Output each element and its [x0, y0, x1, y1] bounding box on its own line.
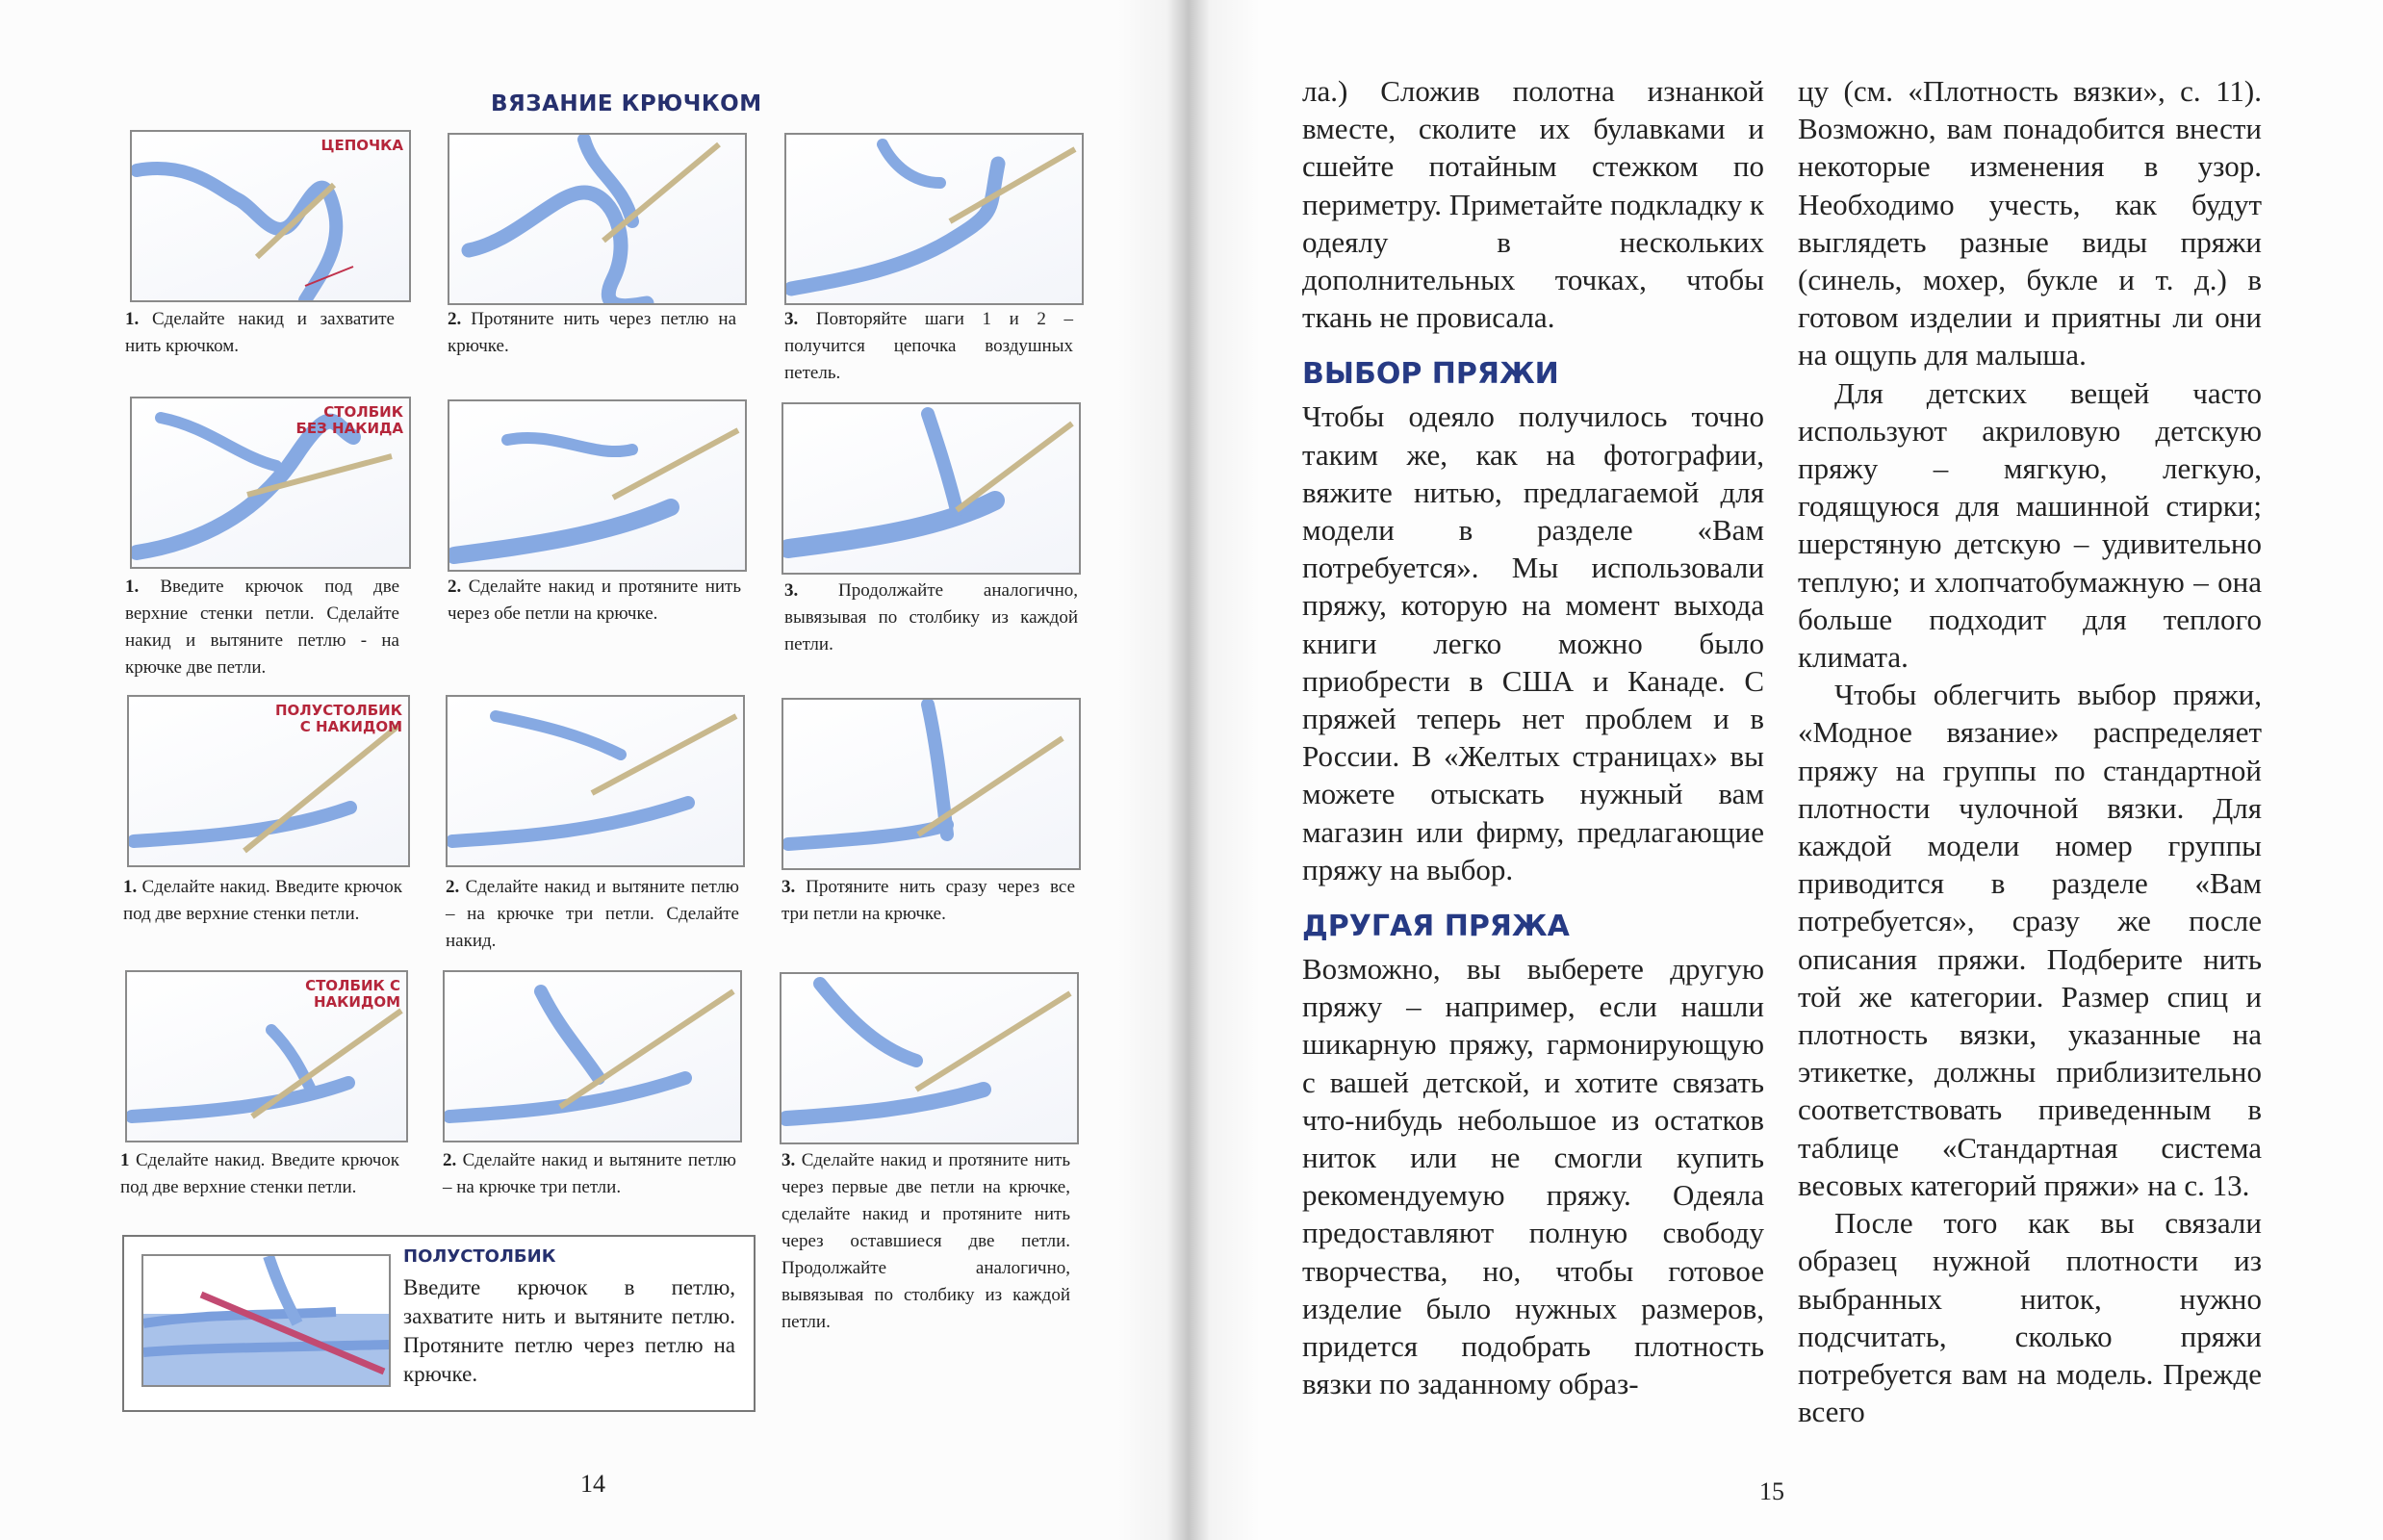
book-gutter	[1116, 0, 1261, 1540]
step-caption: 2. Сделайте накид и вытяните петлю – на крючке три петли.	[443, 1150, 737, 1197]
illustration-sc-3	[782, 402, 1081, 575]
illustration-dc-1	[125, 970, 408, 1142]
step-caption: 3. Сделайте накид и протяните нить через первые две петли на крючке, сделайте накид и протяните нить через оставшиеся две петли. Продолжайте аналогично, вывязывая по столбику из каждой петли.	[782, 1150, 1071, 1332]
yarn-illustration	[445, 972, 740, 1141]
half-stitch-text: Введите крючок в петлю, захватите нить и вытяните петлю. Протяните петлю через петлю на крючке.	[403, 1275, 735, 1386]
page-number: 14	[580, 1470, 605, 1498]
yarn-illustration	[783, 700, 1079, 868]
dc-tag: СТОЛБИК С НАКИДОМ	[305, 977, 400, 1011]
paragraph: После того как вы связали образец нужной плотности из выбранных ниток, нужно подсчитать, сколько пряжи потребуется вам на модель. Прежде всего	[1798, 1206, 2262, 1429]
illustration-hdc-1	[127, 695, 410, 867]
step-caption: 2. Сделайте накид и вытяните петлю – на крючке три петли. Сделайте накид.	[446, 877, 740, 951]
sc-tag: СТОЛБИК БЕЗ НАКИДА	[295, 403, 403, 437]
step-caption: 1. Сделайте накид и захватите нить крючком.	[125, 309, 395, 356]
illustration-half-stitch	[141, 1254, 391, 1387]
illustration-dc-2	[443, 970, 742, 1142]
illustration-chain-1	[130, 130, 411, 302]
step-caption: 1. Сделайте накид. Введите крючок под две верхние стенки петли.	[123, 877, 402, 924]
illustration-hdc-2	[446, 695, 745, 867]
paragraph: Возможно, вы выберете другую пряжу – например, если нашли шикарную пряжу, гармонирующую с вашей детской, и хотите связать что-нибудь небольшое из остатков ниток или не смогли купить рекомендуемую пряжу. Одеяла предоставляют полную свободу творчества, но, чтобы готовое изделие было нужных размеров, придется подобрать плотность вязки по заданному образ-	[1302, 952, 1764, 1401]
paragraph: ла.) Сложив полотна изнанкой вместе, сколите их булавками и сшейте потайным стежком по периметру. Приметайте подкладку к одеялу в нескольких дополнительных точках, чтобы ткань не провисала.	[1302, 74, 1764, 335]
illustration-sc-1	[130, 397, 411, 569]
chain-tag: ЦЕПОЧКА	[320, 137, 403, 154]
yarn-illustration	[449, 401, 745, 570]
yarn-illustration	[786, 135, 1082, 303]
step-caption: 1 Сделайте накид. Введите крючок под две верхние стенки петли.	[120, 1150, 399, 1197]
page-number: 15	[1759, 1477, 1784, 1505]
step-caption: 3. Протяните нить сразу через все три петли на крючке.	[782, 877, 1075, 924]
step-caption: 3. Повторяйте шаги 1 и 2 – получится цепочка воздушных петель.	[784, 309, 1074, 383]
right-page	[1192, 0, 2383, 1540]
yarn-illustration	[783, 404, 1079, 573]
yarn-illustration	[132, 132, 409, 300]
illustration-sc-2	[448, 399, 747, 572]
paragraph: цу (см. «Плотность вязки», с. 11). Возможно, вам понадобится внести некоторые изменения в узор. Необходимо учесть, как будут выглядеть разные виды пряжи (синель, мохер, букле и т. д.) в готовом изделии и приятны ли они на ощупь для малыша.	[1798, 74, 2262, 372]
text-column-2	[1798, 72, 2262, 1430]
step-caption: 2. Сделайте накид и протяните нить через обе петли на крючке.	[448, 577, 742, 624]
step-caption: 2. Протяните нить через петлю на крючке.	[448, 309, 736, 356]
section-title: ВЯЗАНИЕ КРЮЧКОМ	[491, 91, 762, 116]
hdc-tag: ПОЛУСТОЛБИК С НАКИДОМ	[274, 702, 402, 735]
paragraph: Чтобы одеяло получилось точно таким же, как на фотографии, вяжите нитью, предлагаемой для модели в разделе «Вам потребуется». Мы использовали пряжу, которую на момент выхода книги легко можно было приобрести в США и Канаде. С пряжей теперь нет проблем и в России. В «Желтых страницах» вы можете отыскать нужный вам магазин или фирму, предлагающие пряжу на выбор.	[1302, 399, 1764, 886]
illustration-chain-2	[448, 133, 747, 305]
illustration-dc-3	[780, 972, 1079, 1144]
yarn-illustration	[449, 135, 745, 303]
heading-other-yarn: ДРУГАЯ ПРЯЖА	[1302, 910, 1570, 944]
yarn-illustration	[448, 697, 743, 865]
half-stitch-title: ПОЛУСТОЛБИК	[403, 1246, 556, 1267]
step-caption: 1. Введите крючок под две верхние стенки петли. Сделайте накид и вытяните петлю - на крючке две петли.	[125, 577, 399, 678]
yarn-illustration	[782, 974, 1077, 1142]
text-column-1	[1302, 72, 1764, 1403]
paragraph: Для детских вещей часто используют акриловую детскую пряжу – мягкую, легкую, годящуюся для машинной стирки; шерстяную детскую – удивительно теплую; и хлопчатобумажную – она больше подходит для теплого климата.	[1798, 375, 2262, 675]
illustration-chain-3	[784, 133, 1084, 305]
step-caption: 3. Продолжайте аналогично, вывязывая по столбику из каждой петли.	[784, 580, 1078, 654]
heading-yarn-choice: ВЫБОР ПРЯЖИ	[1302, 357, 1559, 392]
illustration-hdc-3	[782, 698, 1081, 870]
half-stitch-box	[122, 1235, 756, 1412]
yarn-illustration	[143, 1256, 389, 1385]
paragraph: Чтобы облегчить выбор пряжи, «Модное вязание» распределяет пряжу на группы по стандартной плотности чулочной вязки. Для каждой модели номер группы приводится в разделе «Вам потребуется», сразу же после описания пряжи. Подберите нить той же категории. Размер спиц и плотность вязки, указанные на этикетке, должны приблизительно соответствовать приведенным в таблице «Стандартная система весовых категорий пряжи» на с. 13.	[1798, 678, 2262, 1202]
